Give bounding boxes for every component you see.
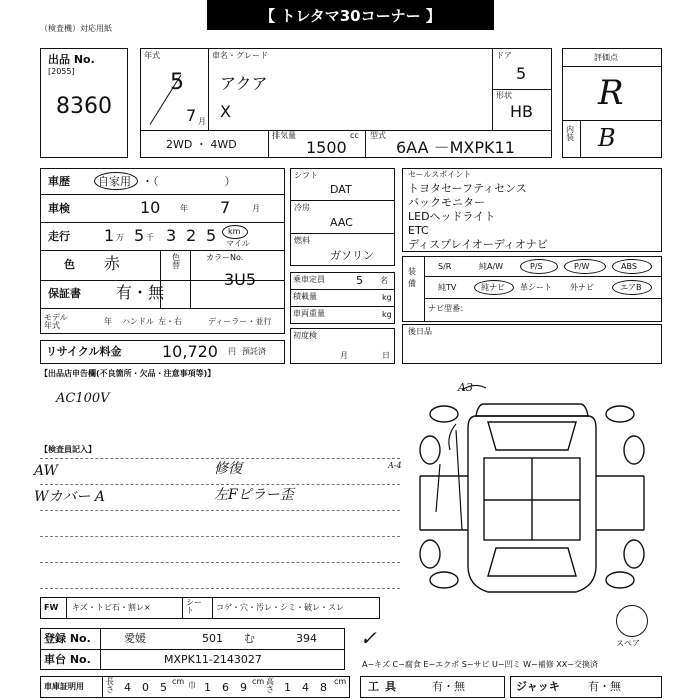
cert-width-1: 1 xyxy=(204,681,211,694)
seller-notes-text: AC100V xyxy=(56,391,110,406)
header-note: （検査機）対応用紙 xyxy=(40,24,112,33)
lot-number: 8360 xyxy=(56,94,112,119)
warranty-label: 保証書 xyxy=(48,287,81,300)
equip-tv: 純TV xyxy=(438,283,457,292)
diagram-side-mark: A-4 xyxy=(388,461,402,470)
tools-value: 有・無 xyxy=(432,680,465,693)
cert-length-label: 長さ xyxy=(106,677,114,694)
handle-value: 左・右 xyxy=(158,317,182,326)
score-label: 評価点 xyxy=(594,53,618,62)
equip-abs: ABS xyxy=(621,262,637,271)
sales-point-5: ディスプレイオーディオナビ xyxy=(408,238,548,251)
registration-class: 501 xyxy=(202,632,223,645)
inspector-note-2: 左Fピラー歪 xyxy=(214,487,294,503)
equip-aw: 純A/W xyxy=(479,262,504,271)
mileage-u1: 万 xyxy=(116,233,124,242)
recycle-label: リサイクル料金 xyxy=(46,345,122,358)
cert-unit-2: cm xyxy=(252,677,265,686)
cert-length-3: 5 xyxy=(160,681,167,694)
mileage-d5: 5 xyxy=(206,226,217,245)
equip-sr: S/R xyxy=(438,262,452,271)
cert-width-3: 9 xyxy=(240,681,247,694)
color-value: 赤 xyxy=(104,254,121,273)
capacity-value: 5 xyxy=(356,274,363,287)
spare-tire-icon xyxy=(616,605,648,637)
registration-kana: む xyxy=(244,632,255,645)
warranty-value: 有・無 xyxy=(116,283,165,302)
first-reg-month: 月 xyxy=(340,351,348,360)
color-change-label: 色替 xyxy=(172,253,180,270)
sales-point-3: LEDヘッドライト xyxy=(408,210,496,223)
year-month: 7 xyxy=(186,106,197,125)
sales-point-4: ETC xyxy=(408,224,429,237)
ac-label: 冷房 xyxy=(294,203,310,212)
lot-label: 出品 No. xyxy=(48,53,95,66)
car-name: アクア xyxy=(220,74,268,93)
chassis-label: 車台 No. xyxy=(44,653,91,666)
registration-label: 登録 No. xyxy=(44,632,91,645)
inspector-label: 【検査員記入】 xyxy=(40,445,96,454)
inspection-label: 車検 xyxy=(48,202,70,215)
navi-model-label: ナビ型番： xyxy=(428,304,468,313)
shape-value: HB xyxy=(510,102,534,121)
color-no-label: カラーNo. xyxy=(206,253,244,262)
inspector-note-1: 修復 xyxy=(214,461,242,477)
after-box xyxy=(402,324,662,364)
capacity-unit: 名 xyxy=(380,276,388,285)
history-rest: ・（ ） xyxy=(142,175,236,188)
ac-value: AAC xyxy=(330,216,353,229)
equip-seat: 革シート xyxy=(520,283,552,292)
fuel-label: 燃料 xyxy=(294,236,310,245)
year-month-unit: 月 xyxy=(198,117,206,126)
year-value: 5 xyxy=(170,70,184,95)
registration-number: 394 xyxy=(296,632,317,645)
jack-label: ジャッキ xyxy=(516,680,560,693)
displacement-label: 排気量 xyxy=(272,131,296,140)
cert-height-1: 1 xyxy=(284,681,291,694)
drive-options: 2WD ・ 4WD xyxy=(166,138,237,151)
cert-unit-3: cm xyxy=(334,677,347,686)
mileage-d3: 3 xyxy=(166,226,177,245)
color-no-value: 3U5 xyxy=(224,270,257,289)
shift-label: シフト xyxy=(294,171,318,180)
equipment-label: 装備 xyxy=(408,267,416,288)
shape-label: 形状 xyxy=(496,91,512,100)
model-year-unit: 年 xyxy=(104,317,112,326)
check-mark-icon: ✓ xyxy=(360,626,377,650)
chassis-value: MXPK11-2143027 xyxy=(164,653,262,666)
load-label: 積載量 xyxy=(293,292,317,301)
equip-airbag: エアB xyxy=(620,283,642,292)
cert-label: 車庫証明用 xyxy=(44,682,84,691)
cert-width-label: 巾 xyxy=(188,681,196,690)
cert-length-1: 4 xyxy=(124,681,131,694)
mileage-d1: 1 xyxy=(104,226,115,245)
mileage-unit-mile: マイル xyxy=(226,239,250,248)
inspector-line-2: Wカバー A xyxy=(34,489,105,505)
diagram-top-mark: A3 xyxy=(458,381,473,394)
after-label: 後日品 xyxy=(408,327,432,336)
history-value: 自家用 xyxy=(98,175,131,188)
interior-value: B xyxy=(598,124,616,152)
tools-label: 工具 xyxy=(368,680,402,693)
sales-points-label: セールスポイント xyxy=(408,170,472,179)
weight-unit: kg xyxy=(382,310,392,319)
mileage-u2: 千 xyxy=(146,233,154,242)
shift-value: DAT xyxy=(330,183,352,196)
interior-label: 内装 xyxy=(566,125,574,142)
equip-ext-navi: 外ナビ xyxy=(570,283,594,292)
cert-height-label: 高さ xyxy=(266,677,274,694)
seller-notes-label: 【出品店申告欄(不良箇所・欠品・注意事項等)】 xyxy=(40,369,216,378)
load-unit: kg xyxy=(382,293,392,302)
damage-legend: A−キズ C−腐食 E−エクボ S−サビ U−凹ミ W−補修 XX−交換済 xyxy=(362,660,598,669)
inspector-line-1: AW xyxy=(34,463,58,479)
displacement-unit: cc xyxy=(350,131,359,140)
diagram-spare: スペア xyxy=(616,639,640,648)
inspection-month-unit: 月 xyxy=(252,204,260,213)
recycle-note: 預託済 xyxy=(242,347,266,356)
model-label: 型式 xyxy=(370,131,386,140)
registration-pref: 愛媛 xyxy=(124,632,146,645)
recycle-value: 10,720 xyxy=(162,342,218,361)
car-label: 車名・グレード xyxy=(212,51,268,60)
sales-point-2: バックモニター xyxy=(408,196,485,209)
equip-pw: P/W xyxy=(574,262,590,271)
car-diagram xyxy=(400,380,660,610)
weight-label: 車両重量 xyxy=(293,309,325,318)
first-reg-day: 日 xyxy=(382,351,390,360)
score-value: R xyxy=(598,73,624,113)
year-label: 年式 xyxy=(144,51,160,60)
model-value: 6AA －MXPK11 xyxy=(396,138,515,157)
model-year-label: モデル年式 xyxy=(44,313,68,330)
cert-length-2: 0 xyxy=(142,681,149,694)
header-title: 【 トレタマ30コーナー 】 xyxy=(207,0,494,30)
displacement-value: 1500 xyxy=(306,138,347,157)
fw-seat-items: コゲ・穴・汚レ・シミ・破レ・スレ xyxy=(216,603,344,612)
dealer-label: ディーラー・並行 xyxy=(208,317,272,326)
cert-height-3: 8 xyxy=(320,681,327,694)
inspection-month: 7 xyxy=(220,198,231,217)
cert-unit-1: cm xyxy=(172,677,185,686)
doors-value: 5 xyxy=(516,64,527,83)
equip-navi: 純ナビ xyxy=(481,283,505,292)
capacity-label: 乗車定員 xyxy=(293,275,325,284)
mileage-d4: 2 xyxy=(186,226,197,245)
car-grade: X xyxy=(220,102,231,121)
lot-code: [2055] xyxy=(48,67,75,76)
mileage-d2: 5 xyxy=(134,226,145,245)
first-reg-label: 初度検 xyxy=(293,331,317,340)
mileage-unit-km: km xyxy=(228,227,241,236)
fuel-value: ガソリン xyxy=(330,249,374,262)
cert-height-2: 4 xyxy=(302,681,309,694)
sales-point-1: トヨタセーフティセンス xyxy=(408,182,527,195)
mileage-label: 走行 xyxy=(48,230,70,243)
inspection-year: 10 xyxy=(140,198,161,217)
jack-value: 有・無 xyxy=(588,680,621,693)
fw-seat-label: シート xyxy=(186,598,202,615)
recycle-unit: 円 xyxy=(228,347,236,356)
fw-items: キズ・トビ石・割レ× xyxy=(72,603,151,612)
details-box xyxy=(40,168,285,334)
car-body xyxy=(420,404,644,592)
handle-label: ハンドル xyxy=(122,317,154,326)
doors-label: ドア xyxy=(496,51,512,60)
history-label: 車歴 xyxy=(48,175,70,188)
color-label: 色 xyxy=(64,258,75,271)
cert-width-2: 6 xyxy=(222,681,229,694)
equip-ps: P/S xyxy=(530,262,543,271)
inspection-year-unit: 年 xyxy=(180,204,188,213)
fw-label: FW xyxy=(44,603,59,612)
